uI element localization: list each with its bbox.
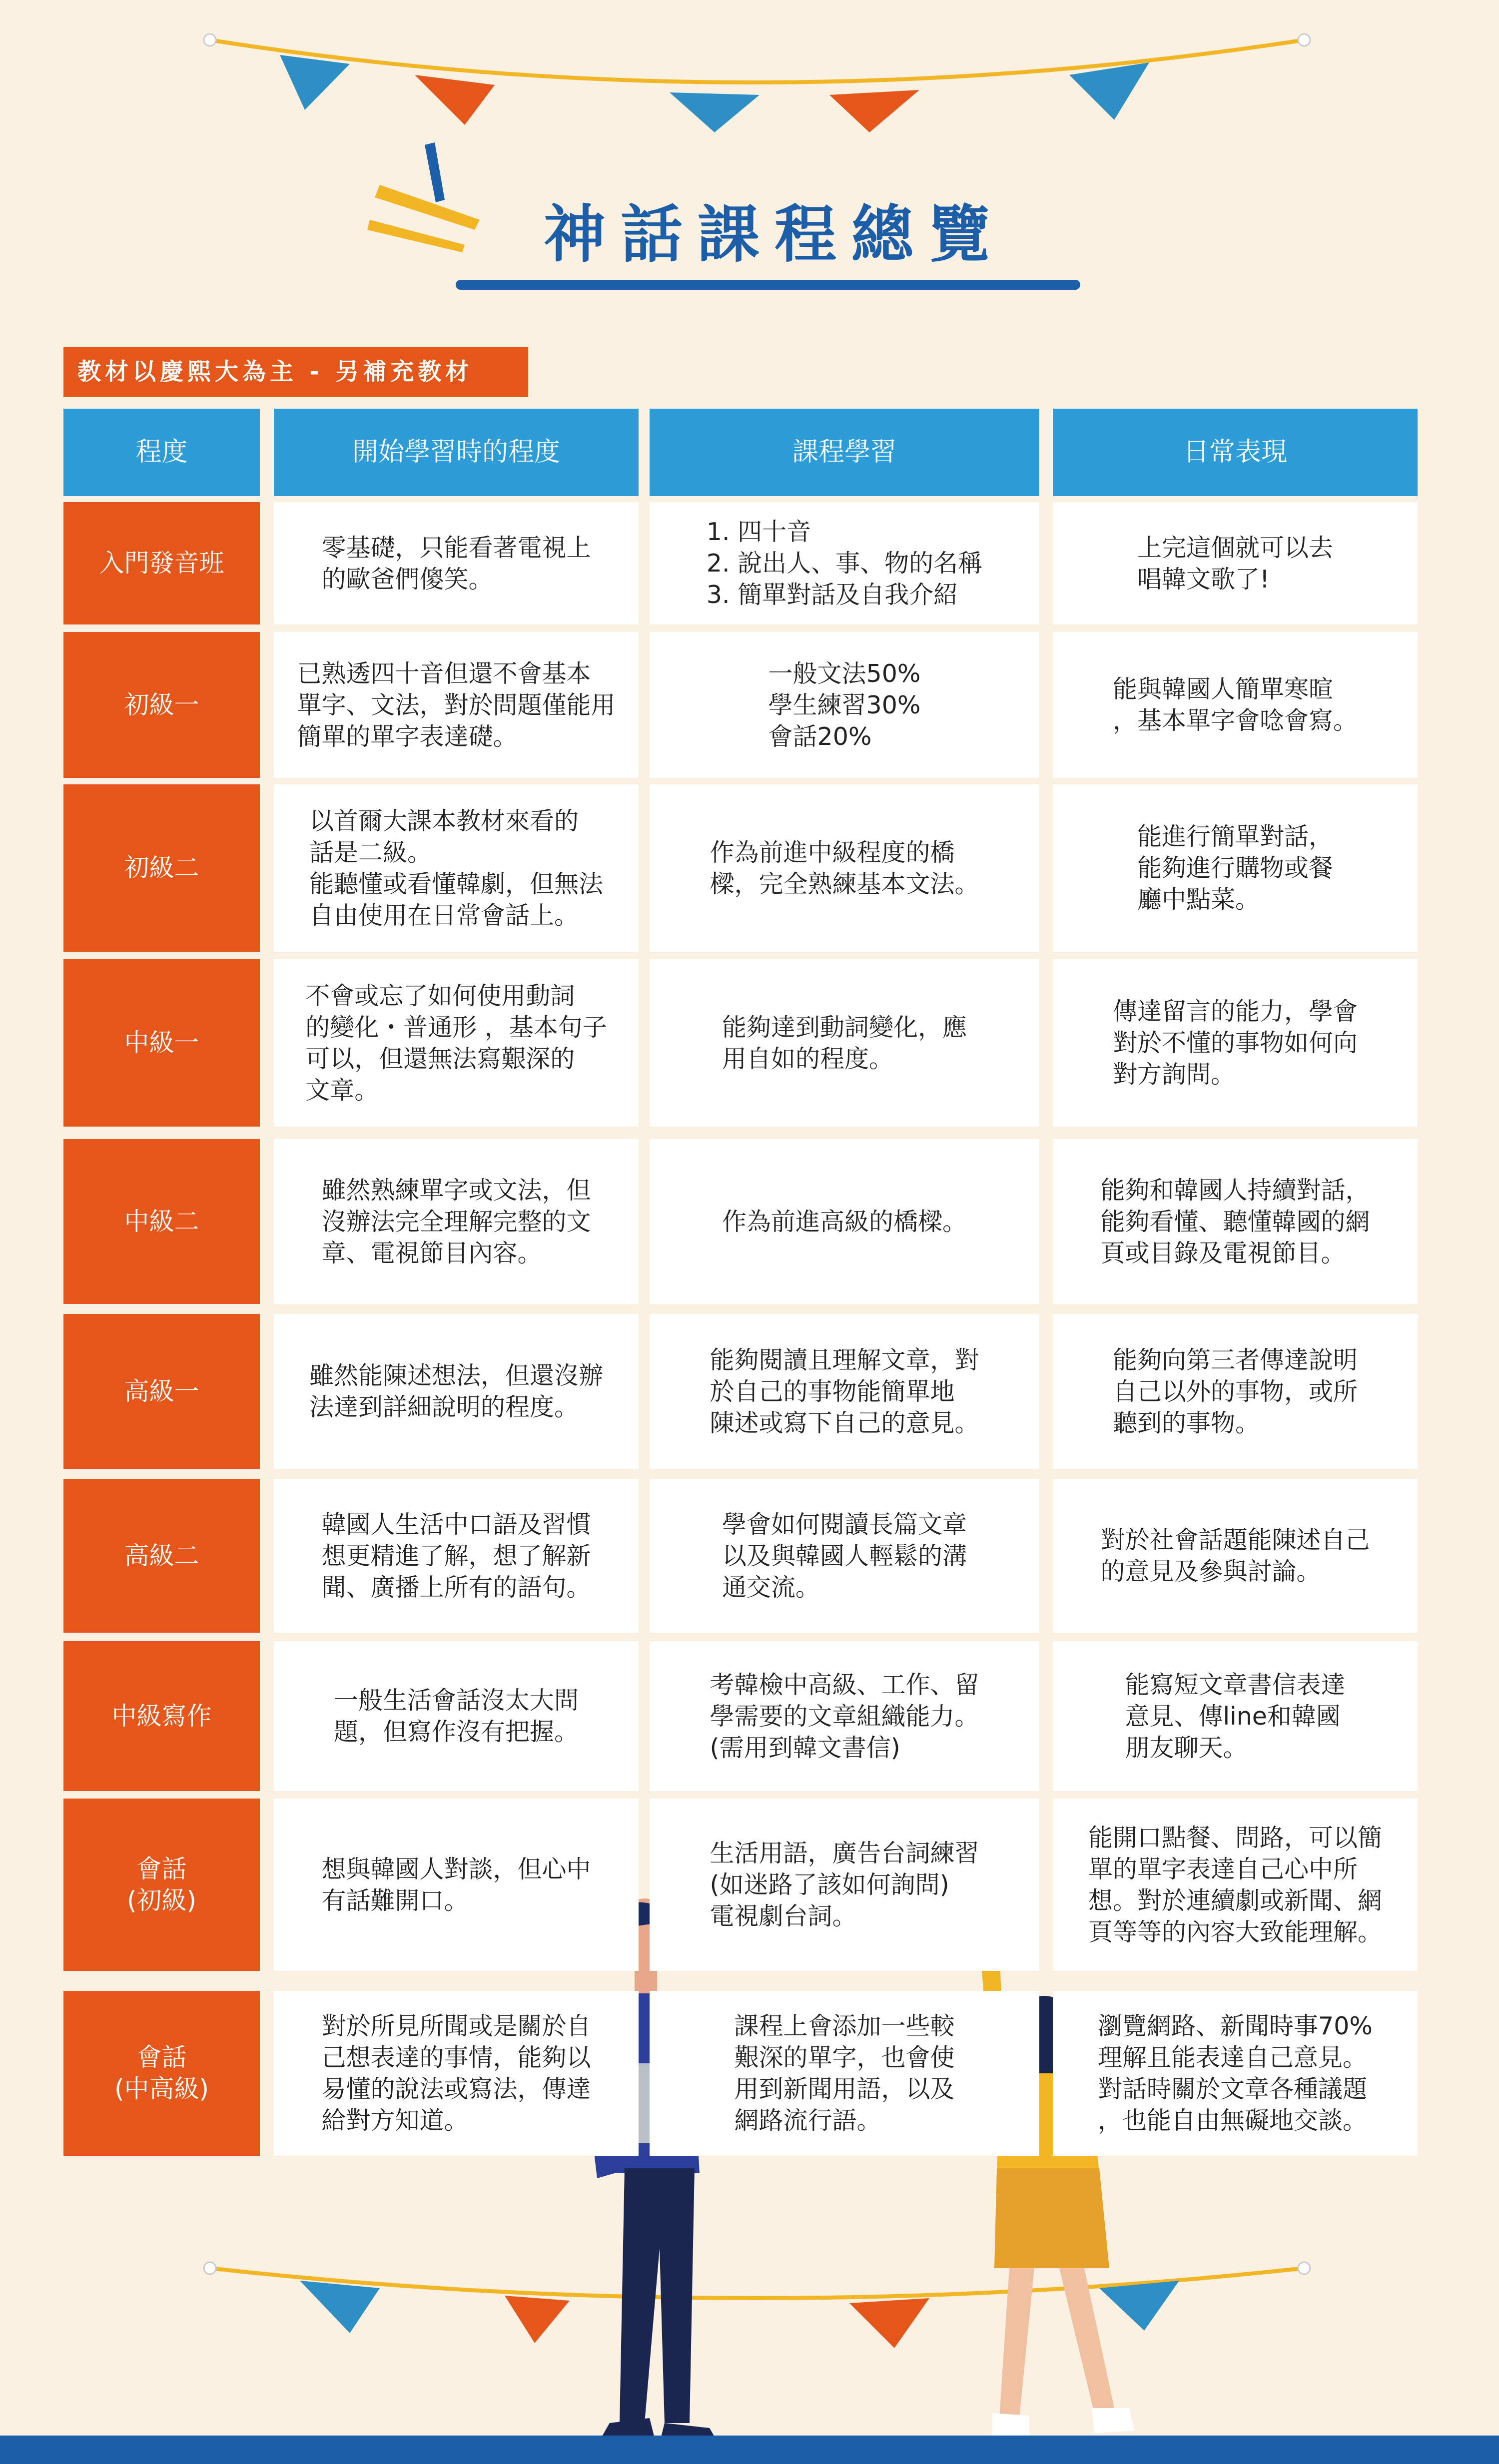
row-cell-daily-text: 傳達留言的能力，學會 對於不懂的事物如何向 對方詢問。	[1112, 997, 1358, 1089]
header-daily	[1053, 409, 1418, 496]
row-cell-start	[274, 959, 639, 1127]
row-cell-course	[650, 1641, 1039, 1791]
row-level-label-text: 初級一	[124, 690, 199, 719]
row-cell-daily-text: 能進行簡單對話， 能夠進行購物或餐 廳中點菜。	[1137, 822, 1333, 914]
row-cell-daily-text: 上完這個就可以去 唱韓文歌了!	[1137, 533, 1333, 594]
row-cell-start-text: 雖然能陳述想法，但還沒辦 法達到詳細說明的程度。	[309, 1361, 603, 1421]
row-cell-start	[274, 784, 639, 952]
header-course-text: 課程學習	[792, 437, 896, 467]
row-cell-course-text: 1. 四十音 2. 說出人、事、物的名稱 3. 簡單對話及自我介紹	[706, 518, 983, 609]
row-level-label	[63, 1641, 260, 1791]
row-cell-daily-text: 能與韓國人簡單寒暄 ，基本單字會唸會寫。	[1112, 675, 1358, 735]
page-title: 神話課程總覽	[543, 199, 1005, 271]
row-cell-start-text: 一般生活會話沒太大問 題，但寫作沒有把握。	[333, 1686, 579, 1746]
row-cell-course	[650, 632, 1039, 778]
header-level-text: 程度	[135, 437, 188, 467]
row-level-label	[63, 784, 260, 952]
row-level-label	[63, 1479, 260, 1633]
row-cell-course-text: 作為前進中級程度的橋 樑，完全熟練基本文法。	[710, 838, 979, 898]
row-cell-daily	[1053, 784, 1418, 952]
row-level-label	[63, 1314, 260, 1469]
row-cell-daily-text: 瀏覽網路、新聞時事70% 理解且能表達自己意見。 對話時關於文章各種議題 ，也能自由無礙地交談。	[1098, 2012, 1373, 2135]
row-cell-course-text: 考韓檢中高級、工作、留 學需要的文章組織能力。 (需用到韓文書信)	[710, 1670, 979, 1762]
title-underline	[456, 280, 1080, 290]
row-cell-start	[274, 1139, 639, 1304]
row-cell-daily-text: 能夠和韓國人持續對話， 能夠看懂、聽懂韓國的網 頁或目錄及電視節目。	[1100, 1176, 1370, 1267]
row-cell-daily-text: 對於社會話題能陳述自己 的意見及參與討論。	[1100, 1526, 1370, 1586]
header-start	[274, 409, 639, 496]
row-cell-daily	[1053, 1314, 1418, 1469]
row-cell-course-text: 一般文法50% 學生練習30% 會話20%	[768, 659, 921, 751]
row-level-label-text: 高級一	[124, 1376, 199, 1406]
row-cell-course	[650, 502, 1039, 624]
row-cell-start-text: 零基礎，只能看著電視上 的歐爸們傻笑。	[321, 533, 591, 594]
row-level-label	[63, 632, 260, 778]
row-cell-daily	[1053, 1991, 1418, 2156]
row-cell-daily	[1053, 1641, 1418, 1791]
row-level-label-text: 高級二	[124, 1541, 199, 1570]
top-bunting	[204, 34, 1310, 132]
row-cell-start-text: 想與韓國人對談，但心中 有話難開口。	[321, 1854, 591, 1915]
row-cell-course	[650, 1799, 1039, 1971]
row-level-label	[63, 502, 260, 624]
row-cell-start-text: 韓國人生活中口語及習慣 想更精進了解，想了解新 聞、廣播上所有的語句。	[321, 1510, 591, 1602]
row-cell-start	[274, 1479, 639, 1633]
row-cell-start	[274, 1641, 639, 1791]
row-level-label	[63, 1139, 260, 1304]
man-figure-illustration	[585, 1898, 720, 2446]
row-level-label-text: 中級寫作	[111, 1701, 212, 1731]
row-cell-course	[650, 1139, 1039, 1304]
row-cell-start-text: 以首爾大課本教材來看的 話是二級。 能聽懂或看懂韓劇，但無法 自由使用在日常會話上。	[309, 806, 603, 930]
header-daily-text: 日常表現	[1183, 437, 1287, 467]
row-level-label-text: 中級一	[124, 1028, 199, 1057]
row-cell-start-text: 不會或忘了如何使用動詞 的變化・普通形 ，基本句子 可以，但還無法寫艱深的 文章。	[305, 981, 607, 1105]
row-cell-start	[274, 632, 639, 778]
bottom-bunting	[204, 2262, 1310, 2348]
row-cell-daily-text: 能寫短文章書信表達 意見、傳line和韓國 朋友聊天。	[1125, 1670, 1346, 1762]
row-level-label-text: 初級二	[124, 853, 199, 882]
row-cell-start-text: 已熟透四十音但還不會基本 單字、文法，對於問題僅能用 簡單的單字表達礎。	[297, 659, 616, 751]
row-level-label-text: 入門發音班	[99, 549, 224, 578]
row-cell-daily	[1053, 1479, 1418, 1633]
row-cell-course	[650, 784, 1039, 952]
subtitle-banner: 教材以慶熙大為主 - 另補充教材	[63, 347, 528, 397]
row-cell-course-text: 生活用語，廣告台詞練習 (如迷路了該如何詢問) 電視劇台詞。	[710, 1839, 979, 1930]
row-cell-daily-text: 能夠向第三者傳達說明 自己以外的事物，或所 聽到的事物。	[1112, 1345, 1358, 1437]
row-cell-course	[650, 959, 1039, 1127]
row-cell-start	[274, 1314, 639, 1469]
row-cell-daily	[1053, 1799, 1418, 1971]
row-cell-start	[274, 1991, 639, 2156]
row-cell-course-text: 能夠達到動詞變化，應 用自如的程度。	[722, 1013, 967, 1073]
bottom-band	[0, 2436, 1499, 2464]
row-cell-start	[274, 502, 639, 624]
row-level-label-text: 會話 (中高級)	[114, 2043, 209, 2103]
row-cell-daily	[1053, 1139, 1418, 1304]
row-cell-course	[650, 1479, 1039, 1633]
row-cell-course	[650, 1991, 1039, 2156]
header-level	[63, 409, 260, 496]
row-level-label	[63, 959, 260, 1127]
row-cell-course	[650, 1314, 1039, 1469]
row-level-label-text: 中級二	[124, 1207, 199, 1236]
row-cell-start-text: 對於所見所聞或是關於自 己想表達的事情，能夠以 易懂的說法或寫法，傳達 給對方知道。	[321, 2012, 591, 2135]
row-cell-daily	[1053, 959, 1418, 1127]
row-cell-daily-text: 能開口點餐、問路，可以簡 單的單字表達自己心中所 想。對於連續劇或新聞、網 頁等等的內容大致能理解。	[1088, 1823, 1382, 1946]
row-level-label	[63, 1991, 260, 2156]
header-start-text: 開始學習時的程度	[352, 437, 560, 467]
row-cell-course-text: 作為前進高級的橋樑。	[722, 1207, 967, 1236]
row-cell-daily	[1053, 632, 1418, 778]
row-cell-course-text: 課程上會添加一些較 艱深的單字，也會使 用到新聞用語，以及 網路流行語。	[734, 2012, 955, 2135]
header-course	[650, 409, 1039, 496]
row-cell-daily	[1053, 502, 1418, 624]
row-level-label-text: 會話 (初級)	[126, 1854, 196, 1915]
row-level-label	[63, 1799, 260, 1971]
row-cell-course-text: 學會如何閱讀長篇文章 以及與韓國人輕鬆的溝 通交流。	[722, 1510, 967, 1602]
row-cell-course-text: 能夠閱讀且理解文章，對 於自己的事物能簡單地 陳述或寫下自己的意見。	[710, 1345, 979, 1437]
row-cell-start-text: 雖然熟練單字或文法，但 沒辦法完全理解完整的文 章、電視節目內容。	[321, 1176, 591, 1267]
row-cell-start	[274, 1799, 639, 1971]
